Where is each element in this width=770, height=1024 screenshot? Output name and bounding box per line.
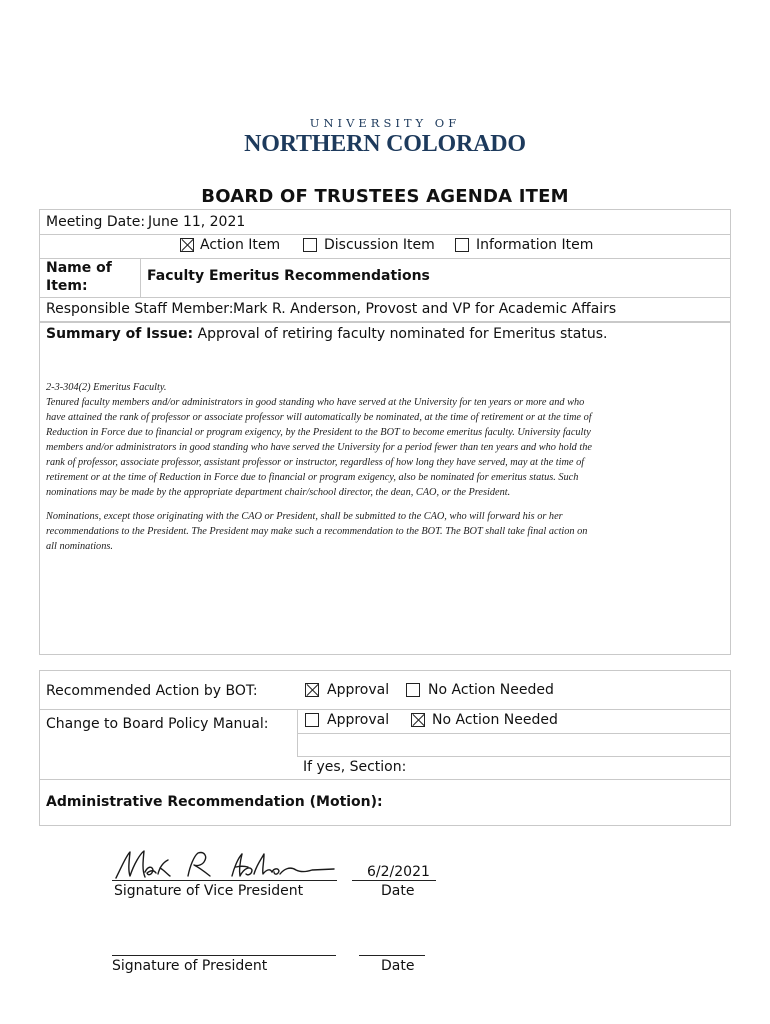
discussion-item-label: Discussion Item [324,237,435,253]
policy-line: nominations may be made by the appropriate department chair/school director, the dean, CAO, or the President. [46,487,511,498]
vp-signature-line [112,880,337,881]
policy-no-action-label: No Action Needed [432,712,558,728]
information-item-label: Information Item [476,237,594,253]
name-of-item-label-1: Name of [46,260,112,276]
policy-line: recommendations to the President. The President may make such a recommendation to the BOT. The BOT shall take final action on [46,526,588,537]
president-date-line [359,955,425,956]
name-of-item-value: Faculty Emeritus Recommendations [147,268,430,284]
section-label: If yes, Section: [303,759,407,775]
information-item-checkbox[interactable] [455,238,469,252]
president-signature-line [112,955,336,956]
recommended-no-action-checkbox[interactable] [406,683,420,697]
policy-line: rank of professor, associate professor, assistant professor or instructor, regardless of how long they have served, may at the time of [46,457,585,468]
discussion-item-checkbox[interactable] [303,238,317,252]
policy-excerpt [46,380,720,563]
vp-signature-label: Signature of Vice President [114,883,304,899]
vp-signature-date: 6/2/2021 [367,864,430,880]
summary-of-issue [46,326,607,342]
meeting-date-value: June 11, 2021 [148,214,246,230]
policy-line: Tenured faculty members and/or administrators in good standing who have served at the University for ten years or more and who [46,397,585,408]
policy-heading: 2-3-304(2) Emeritus Faculty. [46,382,167,393]
vp-date-label: Date [381,883,415,899]
policy-line: have attained the rank of professor or associate professor will automatically be nominated, at the time of retirement or at the time of [46,412,592,423]
summary-label: Summary of Issue: [46,326,194,342]
meeting-date-label: Meeting Date: [46,214,146,230]
recommended-approval-checkbox[interactable] [305,683,319,697]
policy-no-action-checkbox[interactable] [411,713,425,727]
motion-label: Administrative Recommendation (Motion): [46,794,383,810]
policy-line: retirement or at the time of Reduction in Force due to financial or program exigency, also be nominated for emeritus status. Such [46,472,579,483]
policy-line: members and/or administrators in good standing who have served the University for a period fewer than ten years and who hold the [46,442,592,453]
action-item-label: Action Item [200,237,281,253]
staff-member-value: Mark R. Anderson, Provost and VP for Academic Affairs [233,301,617,317]
recommended-approval-label: Approval [327,682,390,698]
recommended-no-action-label: No Action Needed [428,682,554,698]
university-logo-line2: NORTHERN COLORADO [244,131,526,157]
policy-line: Reduction in Force due to financial or program exigency, by the President to the BOT to become emeritus faculty. University faculty [46,427,591,438]
policy-line: Nominations, except those originating with the CAO or President, shall be submitted to the CAO, who will forward his or her [46,511,563,522]
action-item-checkbox[interactable] [180,238,194,252]
staff-member-label: Responsible Staff Member: [46,301,234,317]
recommended-action-label: Recommended Action by BOT: [46,683,258,699]
name-of-item-label-2: Item: [46,278,88,294]
president-signature-label: Signature of President [112,958,268,974]
university-logo-line1: UNIVERSITY OF [309,116,461,130]
vp-date-line [352,880,436,881]
policy-approval-checkbox[interactable] [305,713,319,727]
policy-approval-label: Approval [327,712,390,728]
president-date-label: Date [381,958,415,974]
policy-manual-label: Change to Board Policy Manual: [46,716,269,732]
policy-line: all nominations. [46,541,113,552]
document-title: BOARD OF TRUSTEES AGENDA ITEM [201,186,569,207]
summary-value: Approval of retiring faculty nominated for Emeritus status. [197,326,608,342]
